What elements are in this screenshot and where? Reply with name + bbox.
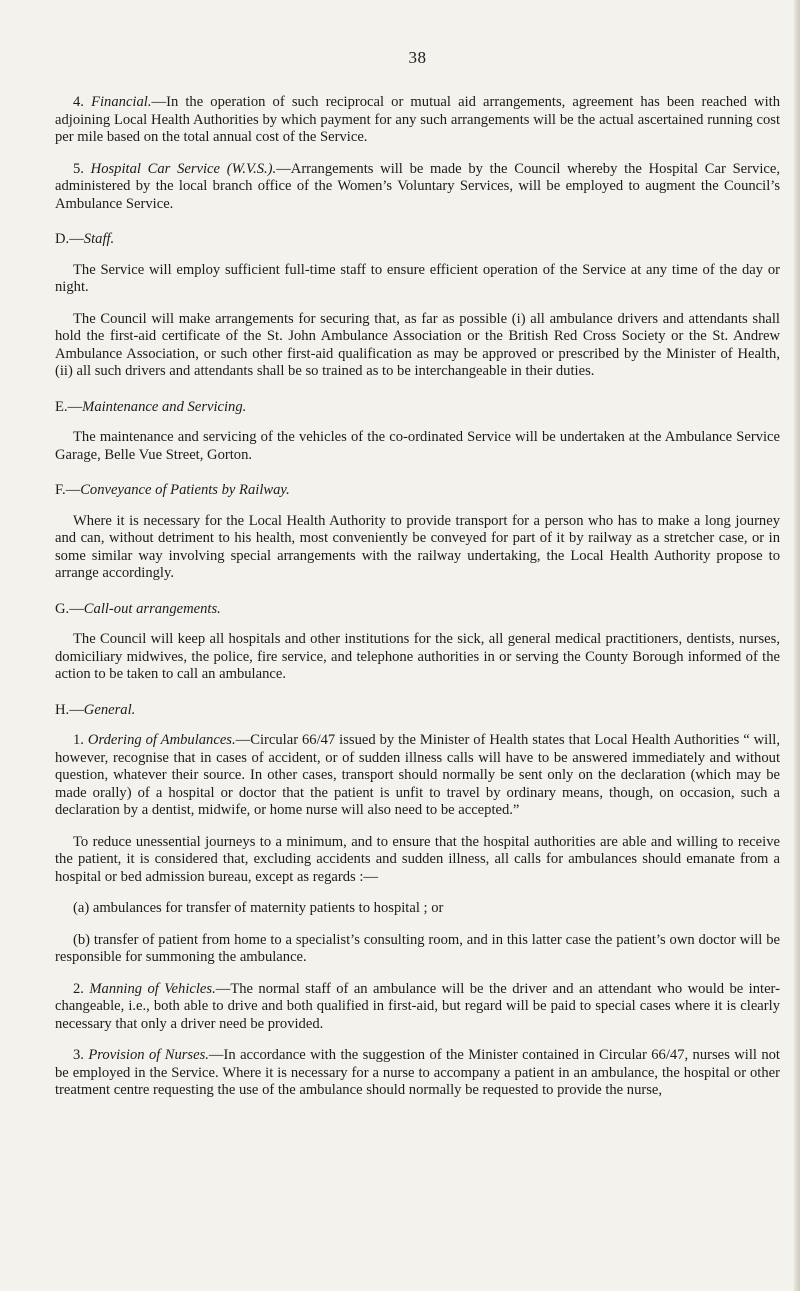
item-title: Manning of Vehicles.: [89, 980, 216, 997]
paragraph-reduce-journeys: To reduce unessential journeys to a minimum, and to ensure that the hospital authorities are able and willing to receive the patient, it is considered that, excluding accidents and sudden illness, all calls for ambulances should emanate from a hospital or bed admission bureau, except as regards :—: [55, 833, 780, 885]
list-item-a: (a) ambulances for transfer of maternity patients to hospital ; or: [73, 900, 444, 916]
paragraph-staff-1: The Service will employ sufficient full-time staff to ensure efficient operation of the Service at any time of the day or night.: [55, 261, 780, 295]
item-title: Hospital Car Service: [90, 160, 221, 177]
paragraph-manning-of-vehicles: [55, 981, 780, 1034]
section-letter: H.—: [55, 701, 84, 718]
item-number: 2.: [73, 980, 84, 997]
paragraph-staff-2: The Council will make arrangements for securing that, as far as possible (i) all ambulance drivers and attendants shall hold the first-aid certificate of the St. John Ambulance Association or the British Red Cross Society or the St. Andrew Ambulance Association, or such other first-aid qualification as may be approved or prescribed by the Minister of Health, (ii) all such drivers and attendants shall be so trained as to be interchangeable in their duties.: [55, 310, 780, 379]
list-item-b: (b) transfer of patient from home to a specialist’s consulting room, and in this latter case the patient’s own doctor will be responsible for summoning the ambulance.: [55, 931, 780, 965]
section-title: General.: [83, 701, 136, 718]
item-text: —Circular 66/47 issued by the Minister of Health states that Local Health Authorities “ will, however, recognise that in cases of accident, or of sudden illness calls will have to be answered immediately and without question, whatever their source. In other cases, transport should normally be sent only on the declaration (which may be made orally) of a hospital or doctor that the patient is unfit to travel by ordinary means, though, on occasion, such a declaration by a dentist, midwife, or home nurse will also need to be accepted.”: [55, 732, 780, 818]
section-heading-call-out: [55, 601, 780, 619]
item-title: Financial.: [91, 94, 152, 110]
item-abbreviation: (W.V.S.).: [220, 160, 277, 177]
section-letter: G.—: [55, 600, 84, 617]
paragraph-ordering-of-ambulances: [55, 732, 780, 820]
section-title: Maintenance and Servicing.: [82, 398, 247, 415]
item-text: —In accordance with the suggestion of the Minister contained in Circular 66/47, nurses will not be employed in the Service. Where it is necessary for a nurse to accompany a patient in an ambulance, the hospital or other treatment centre requesting the use of the ambulance should normally be requested to provide the nurse,: [55, 1047, 780, 1098]
paragraph-maintenance: The maintenance and servicing of the vehicles of the co-ordinated Service will be undertaken at the Ambulance Service Garage, Belle Vue Street, Gorton.: [55, 429, 780, 463]
section-heading-railway: [55, 482, 780, 500]
item-number: 5.: [73, 160, 84, 177]
item-title: Ordering of Ambulances.: [87, 732, 236, 748]
section-heading-general: [55, 702, 780, 720]
paragraph-railway: Where it is necessary for the Local Health Authority to provide transport for a person who has to make a long journey and can, without detriment to his health, most conveniently be conveyed for part of it by railway as a stretcher case, or in some similar way involving special arrangements with the railway undertaking, the Local Health Authority propose to arrange accordingly.: [55, 512, 780, 581]
section-letter: E.—: [55, 398, 83, 415]
item-number: 1.: [73, 732, 84, 748]
section-letter: D.—: [55, 231, 84, 247]
page-number: 38: [408, 48, 427, 67]
section-letter: F.—: [55, 482, 81, 498]
item-title: Provision of Nurses.: [88, 1047, 209, 1063]
paragraph-provision-of-nurses: [55, 1047, 780, 1100]
item-number: 4.: [73, 94, 84, 110]
section-title: Staff.: [83, 231, 115, 247]
item-text: —In the operation of such reciprocal or mutual aid arrangements, agreement has been reached with adjoining Local Health Authorities by which payment for any such arrangements will be the actual ascertained running cost per mile based on the total annual cost of the Service.: [55, 94, 780, 145]
section-heading-staff: [55, 231, 780, 249]
paragraph-hospital-car-service: [55, 161, 780, 214]
section-heading-maintenance: [55, 399, 780, 417]
paragraph-call-out: The Council will keep all hospitals and other institutions for the sick, all general medical practitioners, dentists, nurses, domiciliary midwives, the police, fire service, and telephone authorities in or serving the County Borough informed of the action to be taken to call an ambulance.: [55, 631, 780, 682]
section-title: Call-out arrangements.: [83, 600, 221, 617]
paragraph-financial: [55, 94, 780, 147]
item-text: —The normal staff of an ambulance will be the driver and an attendant who would be inter-changeable, i.e., both able to drive and both qualified in first-aid, but regard will be paid to special cases where it is clearly necessary that only a driver need be provided.: [55, 980, 780, 1032]
item-number: 3.: [73, 1047, 84, 1063]
section-title: Conveyance of Patients by Railway.: [80, 482, 290, 498]
item-text: —Arrangements will be made by the Council whereby the Hospital Car Service, administered by the local branch office of the Women’s Voluntary Services, will be employed to augment the Council’s Ambulance Service.: [55, 160, 780, 212]
page-edge-shadow: [794, 0, 800, 1291]
